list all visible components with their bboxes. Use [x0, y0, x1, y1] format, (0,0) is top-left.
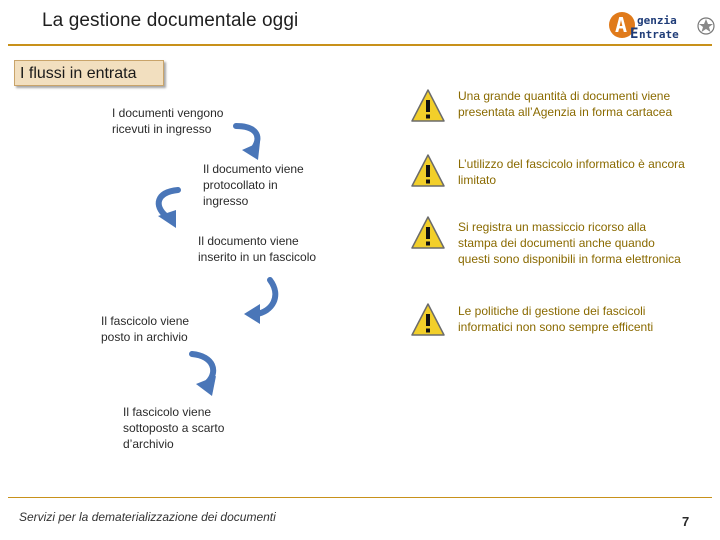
- curved-arrow-icon: [148, 186, 196, 232]
- footer-divider: [8, 497, 712, 498]
- warning-icon: [410, 215, 446, 251]
- warning-icon: [410, 153, 446, 189]
- curved-arrow-icon: [240, 276, 286, 328]
- svg-text:E: E: [630, 26, 639, 42]
- warning-icon: [410, 88, 446, 124]
- footer-text: Servizi per la dematerializzazione dei documenti: [19, 510, 276, 524]
- logo-text-bottom: ntrate: [639, 28, 679, 41]
- flow-step-4: Il fascicolo viene posto in archivio: [101, 314, 190, 344]
- logo-text-top: genzia: [637, 14, 677, 27]
- svg-text:A: A: [615, 13, 628, 37]
- section-label: I flussi in entrata: [14, 60, 164, 86]
- warning-text-2: L’utilizzo del fascicolo informatico è ancora limitato: [458, 157, 685, 187]
- page-title: La gestione documentale oggi: [42, 10, 299, 31]
- header-divider: [8, 44, 712, 46]
- flow-step-1: I documenti vengono ricevuti in ingresso: [112, 106, 224, 136]
- flow-step-2: Il documento viene protocollato in ingresso: [203, 162, 304, 208]
- warning-text-4: Le politiche di gestione dei fascicoli informatici non sono sempre efficenti: [458, 304, 654, 334]
- warning-text-3: Si registra un massiccio ricorso alla stampa dei documenti anche quando questi sono disponibili in forma elettronica: [458, 220, 681, 266]
- warning-text-1: Una grande quantità di documenti viene presentata all’Agenzia in forma cartacea: [458, 89, 673, 119]
- warning-icon: [410, 302, 446, 338]
- agenzia-entrate-logo: [606, 8, 716, 44]
- emblem-icon: [698, 18, 714, 34]
- page-number: 7: [682, 514, 690, 529]
- curved-arrow-icon: [228, 122, 272, 166]
- flow-step-5: Il fascicolo viene sottoposto a scarto d’archivio: [123, 405, 225, 451]
- curved-arrow-icon: [180, 350, 226, 400]
- flow-step-3: Il documento viene inserito in un fascicolo: [198, 234, 317, 264]
